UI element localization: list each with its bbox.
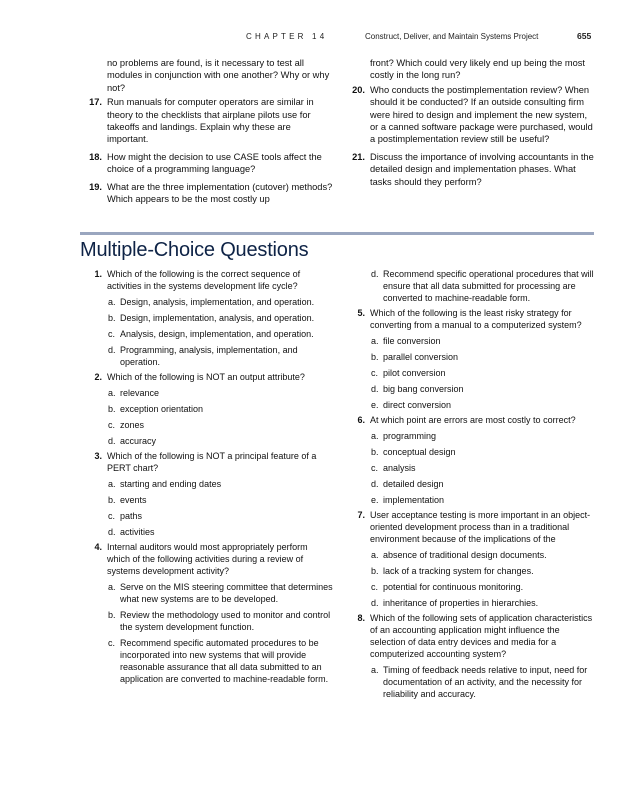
- option-letter: e.: [371, 400, 379, 410]
- option-text: file conversion: [383, 336, 441, 346]
- mc-option: [343, 399, 595, 411]
- option-letter: a.: [371, 665, 379, 675]
- option-letter: d.: [371, 269, 379, 279]
- mc-option: [343, 478, 595, 490]
- option-text: zones: [120, 420, 145, 430]
- option-letter: c.: [108, 638, 116, 648]
- question-number: 1.: [94, 269, 102, 279]
- mc-right-column: [343, 268, 595, 704]
- option-letter: d.: [371, 598, 379, 608]
- option-letter: a.: [108, 582, 116, 592]
- mc-option: [343, 351, 595, 363]
- review-question-19: [80, 181, 333, 206]
- option-letter: b.: [108, 313, 116, 323]
- mc-option: [80, 344, 333, 368]
- option-text: relevance: [120, 388, 160, 398]
- option-letter: c.: [108, 329, 116, 339]
- mc-option: [80, 510, 333, 522]
- option-letter: c.: [371, 463, 379, 473]
- option-text: Timing of feedback needs relative to input, need for documentation of an activity, and the necessity for reliability and accuracy.: [383, 665, 588, 699]
- review-continuation-left: no problems are found, is it necessary to test all modules in conjunction with one another? Why or why not?: [107, 58, 330, 93]
- option-text: lack of a tracking system for changes.: [383, 566, 534, 576]
- option-text: potential for continuous monitoring.: [383, 582, 524, 592]
- option-text: implementation: [383, 495, 445, 505]
- option-text: accuracy: [120, 436, 157, 446]
- mc-option: [80, 403, 333, 415]
- option-text: inheritance of properties in hierarchies.: [383, 598, 539, 608]
- mc-option: [343, 549, 595, 561]
- question-number: 7.: [357, 510, 365, 520]
- mc-option: [80, 296, 333, 308]
- mc-option: [80, 312, 333, 324]
- review-question-17: [80, 96, 333, 146]
- mc-option: [343, 462, 595, 474]
- mc-question-8: [343, 612, 595, 660]
- review-continuation-right: front? Which could very likely end up being the most costly in the long run?: [370, 58, 585, 81]
- question-number: 6.: [357, 415, 365, 425]
- option-letter: a.: [371, 336, 379, 346]
- question-text: Run manuals for computer operators are similar in theory to the checklists that airplane pilots use for takeoffs and landings. Explain why these are important.: [107, 97, 314, 145]
- option-text: paths: [120, 511, 143, 521]
- question-text: Which of the following is the least risky strategy for converting from a manual to a computerized system?: [370, 308, 582, 330]
- option-text: Recommend specific automated procedures to be incorporated into new systems that will provide reasonable assurance that all data submitted to an application are converted to machine-readable form.: [120, 638, 329, 684]
- question-text: Discuss the importance of involving accountants in the detailed design and implementation phases. What tasks should they perform?: [370, 151, 594, 187]
- chapter-label: CHAPTER 14: [246, 32, 328, 41]
- option-letter: b.: [371, 352, 379, 362]
- mc-option: [343, 597, 595, 609]
- option-letter: d.: [108, 436, 116, 446]
- mc-question-6: [343, 414, 595, 426]
- option-text: events: [120, 495, 147, 505]
- question-text: Which of the following is the correct sequence of activities in the systems development life cycle?: [107, 269, 301, 291]
- option-letter: c.: [371, 368, 379, 378]
- option-text: Analysis, design, implementation, and operation.: [120, 329, 314, 339]
- question-text: What are the three implementation (cutover) methods? Which appears to be the most costly up: [107, 181, 333, 205]
- option-text: Serve on the MIS steering committee that determines what new systems are to be developed.: [120, 582, 333, 604]
- mc-option: [343, 446, 595, 458]
- mc-question-2: [80, 371, 333, 383]
- mc-option: [80, 609, 333, 633]
- mc-question-3: [80, 450, 333, 474]
- option-letter: b.: [108, 610, 116, 620]
- option-text: direct conversion: [383, 400, 452, 410]
- mc-option-continued: [343, 268, 595, 304]
- question-text: Internal auditors would most appropriately perform which of the following activities during a review of systems development activity?: [107, 542, 308, 576]
- option-letter: d.: [108, 345, 116, 355]
- question-number: 5.: [357, 308, 365, 318]
- question-text: How might the decision to use CASE tools affect the choice of a programming language?: [107, 151, 322, 175]
- question-number: 21.: [352, 151, 365, 162]
- review-question-20: [343, 84, 595, 146]
- option-text: Design, implementation, analysis, and operation.: [120, 313, 315, 323]
- question-text: At which point are errors are most costly to correct?: [370, 415, 576, 425]
- option-text: Design, analysis, implementation, and operation.: [120, 297, 315, 307]
- mc-option: [343, 430, 595, 442]
- option-letter: b.: [371, 566, 379, 576]
- mc-option: [343, 494, 595, 506]
- question-text: Which of the following is NOT an output attribute?: [107, 372, 305, 382]
- option-text: Programming, analysis, implementation, and operation.: [120, 345, 298, 367]
- question-number: 20.: [352, 84, 365, 95]
- option-letter: a.: [108, 479, 116, 489]
- question-number: 18.: [89, 151, 102, 162]
- option-letter: b.: [371, 447, 379, 457]
- mc-option: [80, 637, 333, 685]
- mc-question-5: [343, 307, 595, 331]
- option-letter: c.: [108, 511, 116, 521]
- question-number: 2.: [94, 372, 102, 382]
- option-letter: d.: [108, 527, 116, 537]
- question-text: Which of the following is NOT a principal feature of a PERT chart?: [107, 451, 317, 473]
- mc-question-1: [80, 268, 333, 292]
- review-questions-right: [343, 57, 595, 193]
- mc-option: [343, 565, 595, 577]
- option-letter: c.: [371, 582, 379, 592]
- option-text: big bang conversion: [383, 384, 464, 394]
- option-letter: b.: [108, 404, 116, 414]
- option-text: conceptual design: [383, 447, 456, 457]
- question-text: Which of the following sets of application characteristics of an accounting application might influence the selection of data entry devices and media for a computerized accounting system?: [370, 613, 593, 659]
- option-text: starting and ending dates: [120, 479, 222, 489]
- option-letter: e.: [371, 495, 379, 505]
- mc-option: [343, 581, 595, 593]
- question-text: Who conducts the postimplementation review? When should it be conducted? If an outside consulting firm were hired to design and implement the new system, or a canned software package were purchased, would a postimplementation review still be useful?: [370, 84, 593, 145]
- question-number: 8.: [357, 613, 365, 623]
- mc-question-4: [80, 541, 333, 577]
- review-questions-left: [80, 57, 333, 210]
- mc-option: [80, 526, 333, 538]
- review-question-18: [80, 151, 333, 176]
- option-letter: d.: [371, 479, 379, 489]
- question-number: 19.: [89, 181, 102, 192]
- mc-option: [80, 328, 333, 340]
- mc-option: [80, 435, 333, 447]
- option-text: Review the methodology used to monitor and control the system development function.: [120, 610, 331, 632]
- option-text: detailed design: [383, 479, 444, 489]
- option-text: exception orientation: [120, 404, 204, 414]
- option-letter: b.: [108, 495, 116, 505]
- page-number: 655: [577, 31, 592, 41]
- question-number: 17.: [89, 97, 102, 108]
- running-title: Construct, Deliver, and Maintain Systems Project: [365, 32, 539, 41]
- option-text: Recommend specific operational procedures that will ensure that all data submitted for processing are converted to machine-readable form.: [383, 269, 594, 303]
- mc-option: [343, 367, 595, 379]
- mc-option: [80, 419, 333, 431]
- mc-option: [80, 478, 333, 490]
- option-letter: a.: [371, 431, 379, 441]
- section-title: Multiple-Choice Questions: [80, 239, 309, 261]
- mc-option: [80, 581, 333, 605]
- option-text: activities: [120, 527, 155, 537]
- mc-option: [343, 383, 595, 395]
- section-divider: [80, 232, 594, 235]
- option-letter: d.: [371, 384, 379, 394]
- mc-left-column: [80, 268, 333, 689]
- mc-option: [80, 494, 333, 506]
- option-text: analysis: [383, 463, 416, 473]
- option-text: pilot conversion: [383, 368, 446, 378]
- option-letter: a.: [371, 550, 379, 560]
- option-text: absence of traditional design documents.: [383, 550, 547, 560]
- mc-option: [343, 335, 595, 347]
- mc-option: [343, 664, 595, 700]
- question-text: User acceptance testing is more important in an object-oriented development process than in a traditional environment because of the implications of the: [370, 510, 591, 544]
- option-letter: c.: [108, 420, 116, 430]
- review-question-21: [343, 151, 595, 188]
- question-number: 3.: [94, 451, 102, 461]
- mc-option: [80, 387, 333, 399]
- option-text: programming: [383, 431, 437, 441]
- question-number: 4.: [94, 542, 102, 552]
- option-letter: a.: [108, 297, 116, 307]
- mc-question-7: [343, 509, 595, 545]
- option-text: parallel conversion: [383, 352, 459, 362]
- option-letter: a.: [108, 388, 116, 398]
- running-header: [0, 30, 639, 46]
